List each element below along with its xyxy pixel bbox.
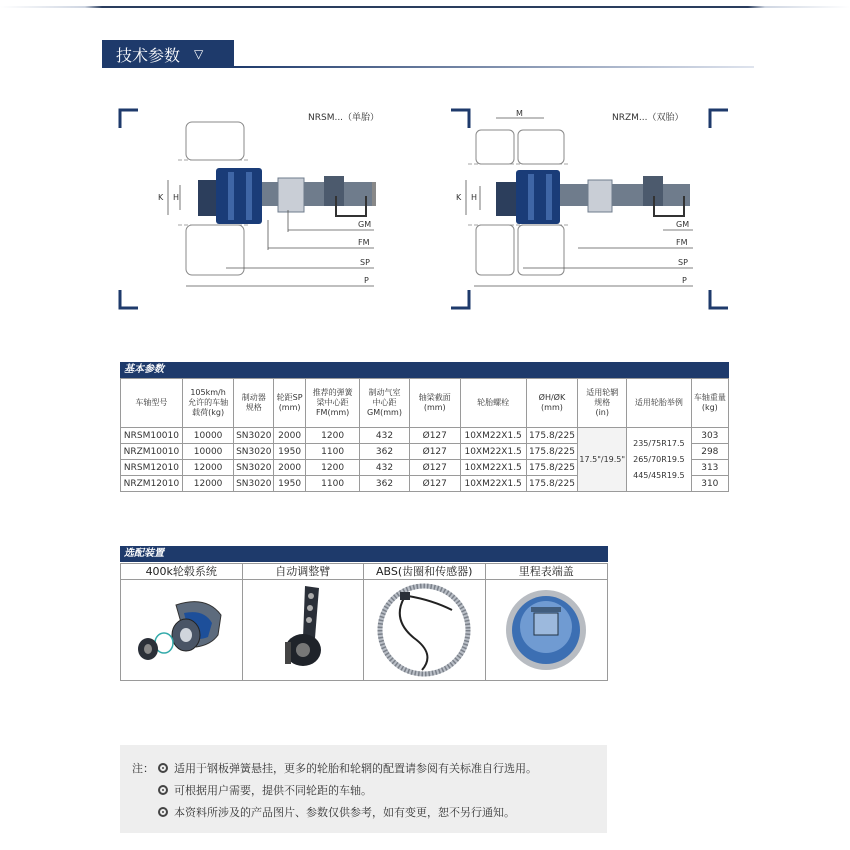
dim-gm-left: GM [358,220,372,229]
dim-fm-right: FM [676,238,688,247]
options-grid [120,563,608,681]
slack-adjuster-icon [243,580,364,680]
cell: 175.8/225 [526,428,578,444]
note-text: 本资料所涉及的产品图片、参数仅供参考，如有变更，恕不另行通知。 [174,806,515,819]
hubodometer-icon [486,580,608,680]
cell: 10000 [182,428,233,444]
cell: 432 [360,460,410,476]
cell: 10000 [182,444,233,460]
abs-ring-icon [364,580,485,680]
cell: 2000 [274,460,306,476]
cell: SN3020 [234,428,274,444]
title-rule [234,66,754,68]
bullet-circle-icon [158,763,168,773]
note-line [120,761,537,777]
hub-system-icon [121,580,242,680]
notes-box [120,745,607,833]
options-header: 选配装置 [120,546,608,562]
cell: 12000 [182,460,233,476]
cell: 303 [691,428,728,444]
option-label: ABS(齿圈和传感器) [364,564,485,580]
cell: SN3020 [234,460,274,476]
cell: 10XM22X1.5 [460,444,526,460]
col-beam: 轴梁截面 (mm) [409,379,460,428]
cell: 10XM22X1.5 [460,428,526,444]
cell: SN3020 [234,476,274,492]
single-tire-label: NRSM...（单胎） [308,113,380,123]
option-slack-adjuster [243,564,365,680]
col-load: 105km/h 允许的车轴 载荷(kg) [182,379,233,428]
option-abs [364,564,486,680]
tire-example: 445/45R19.5 [633,470,685,480]
cell: 175.8/225 [526,476,578,492]
option-hub-system [121,564,243,680]
cell: Ø127 [409,460,460,476]
cell: 313 [691,460,728,476]
cell: Ø127 [409,428,460,444]
col-weight: 车轴重量 (kg) [691,379,728,428]
tire-example: 235/75R17.5 [633,438,685,448]
dim-gm-right: GM [676,220,690,229]
cell: 1950 [274,476,306,492]
note-line [120,805,515,821]
dual-tire-label: NRZM...（双胎） [612,113,684,123]
cell: 2000 [274,428,306,444]
tire-examples-cell [627,428,692,492]
top-divider [0,6,850,8]
dim-h-right: H [471,193,478,202]
table-header-row [121,379,729,428]
bullet-circle-icon [158,785,168,795]
section-title [102,40,234,68]
cell: NRZM10010 [121,444,183,460]
dim-p-right: P [682,276,687,285]
col-brake: 制动器 规格 [234,379,274,428]
section-title-text: 技术参数 [116,45,181,65]
dim-h-left: H [173,193,180,202]
option-hubodometer [486,564,608,680]
option-label: 自动调整臂 [243,564,364,580]
axle-technical-drawing [118,100,733,312]
cell: 1100 [305,444,359,460]
tire-example: 265/70R19.5 [633,454,685,464]
bullet-circle-icon [158,807,168,817]
note-prefix: 注： [132,762,154,775]
cell: 362 [360,444,410,460]
cell: NRSM10010 [121,428,183,444]
col-gm: 制动气室 中心距 GM(mm) [360,379,410,428]
cell: 310 [691,476,728,492]
table-row [121,428,729,444]
cell: 12000 [182,476,233,492]
col-tire: 适用轮胎举例 [627,379,692,428]
cell: 175.8/225 [526,460,578,476]
note-text: 适用于钢板弹簧悬挂，更多的轮胎和轮辋的配置请参阅有关标准自行选用。 [174,762,537,775]
option-label: 400k轮毂系统 [121,564,242,580]
cell: SN3020 [234,444,274,460]
cell: NRSM12010 [121,460,183,476]
dual-tire-drawing [466,118,693,286]
cell: 432 [360,428,410,444]
cell: NRZM12010 [121,476,183,492]
cell: Ø127 [409,476,460,492]
dim-p-left: P [364,276,369,285]
single-tire-drawing [168,122,376,286]
option-label: 里程表端盖 [486,564,608,580]
basic-params-header: 基本参数 [120,362,729,378]
rim-spec-cell: 17.5"/19.5" [578,428,627,492]
col-track: 轮距SP (mm) [274,379,306,428]
dim-m: M [516,109,523,118]
dim-k-left: K [158,193,164,202]
dim-k-right: K [456,193,462,202]
col-fm: 推荐的弹簧 梁中心距 FM(mm) [305,379,359,428]
cell: 1950 [274,444,306,460]
dim-fm-left: FM [358,238,370,247]
dim-sp-left: SP [360,258,370,267]
col-rim: 适用轮辋 规格 (in) [578,379,627,428]
cell: Ø127 [409,444,460,460]
cell: 10XM22X1.5 [460,460,526,476]
basic-params-table [120,378,729,492]
note-text: 可根据用户需要，提供不同轮距的车轴。 [174,784,372,797]
cell: 362 [360,476,410,492]
cell: 1200 [305,428,359,444]
cell: 175.8/225 [526,444,578,460]
col-axle-model: 车轴型号 [121,379,183,428]
col-bolt: 轮胎螺栓 [460,379,526,428]
triangle-down-icon: ▽ [194,47,204,61]
cell: 10XM22X1.5 [460,476,526,492]
cell: 1200 [305,460,359,476]
note-line [120,783,372,799]
dim-sp-right: SP [678,258,688,267]
cell: 1100 [305,476,359,492]
cell: 298 [691,444,728,460]
col-hk: ØH/ØK (mm) [526,379,578,428]
